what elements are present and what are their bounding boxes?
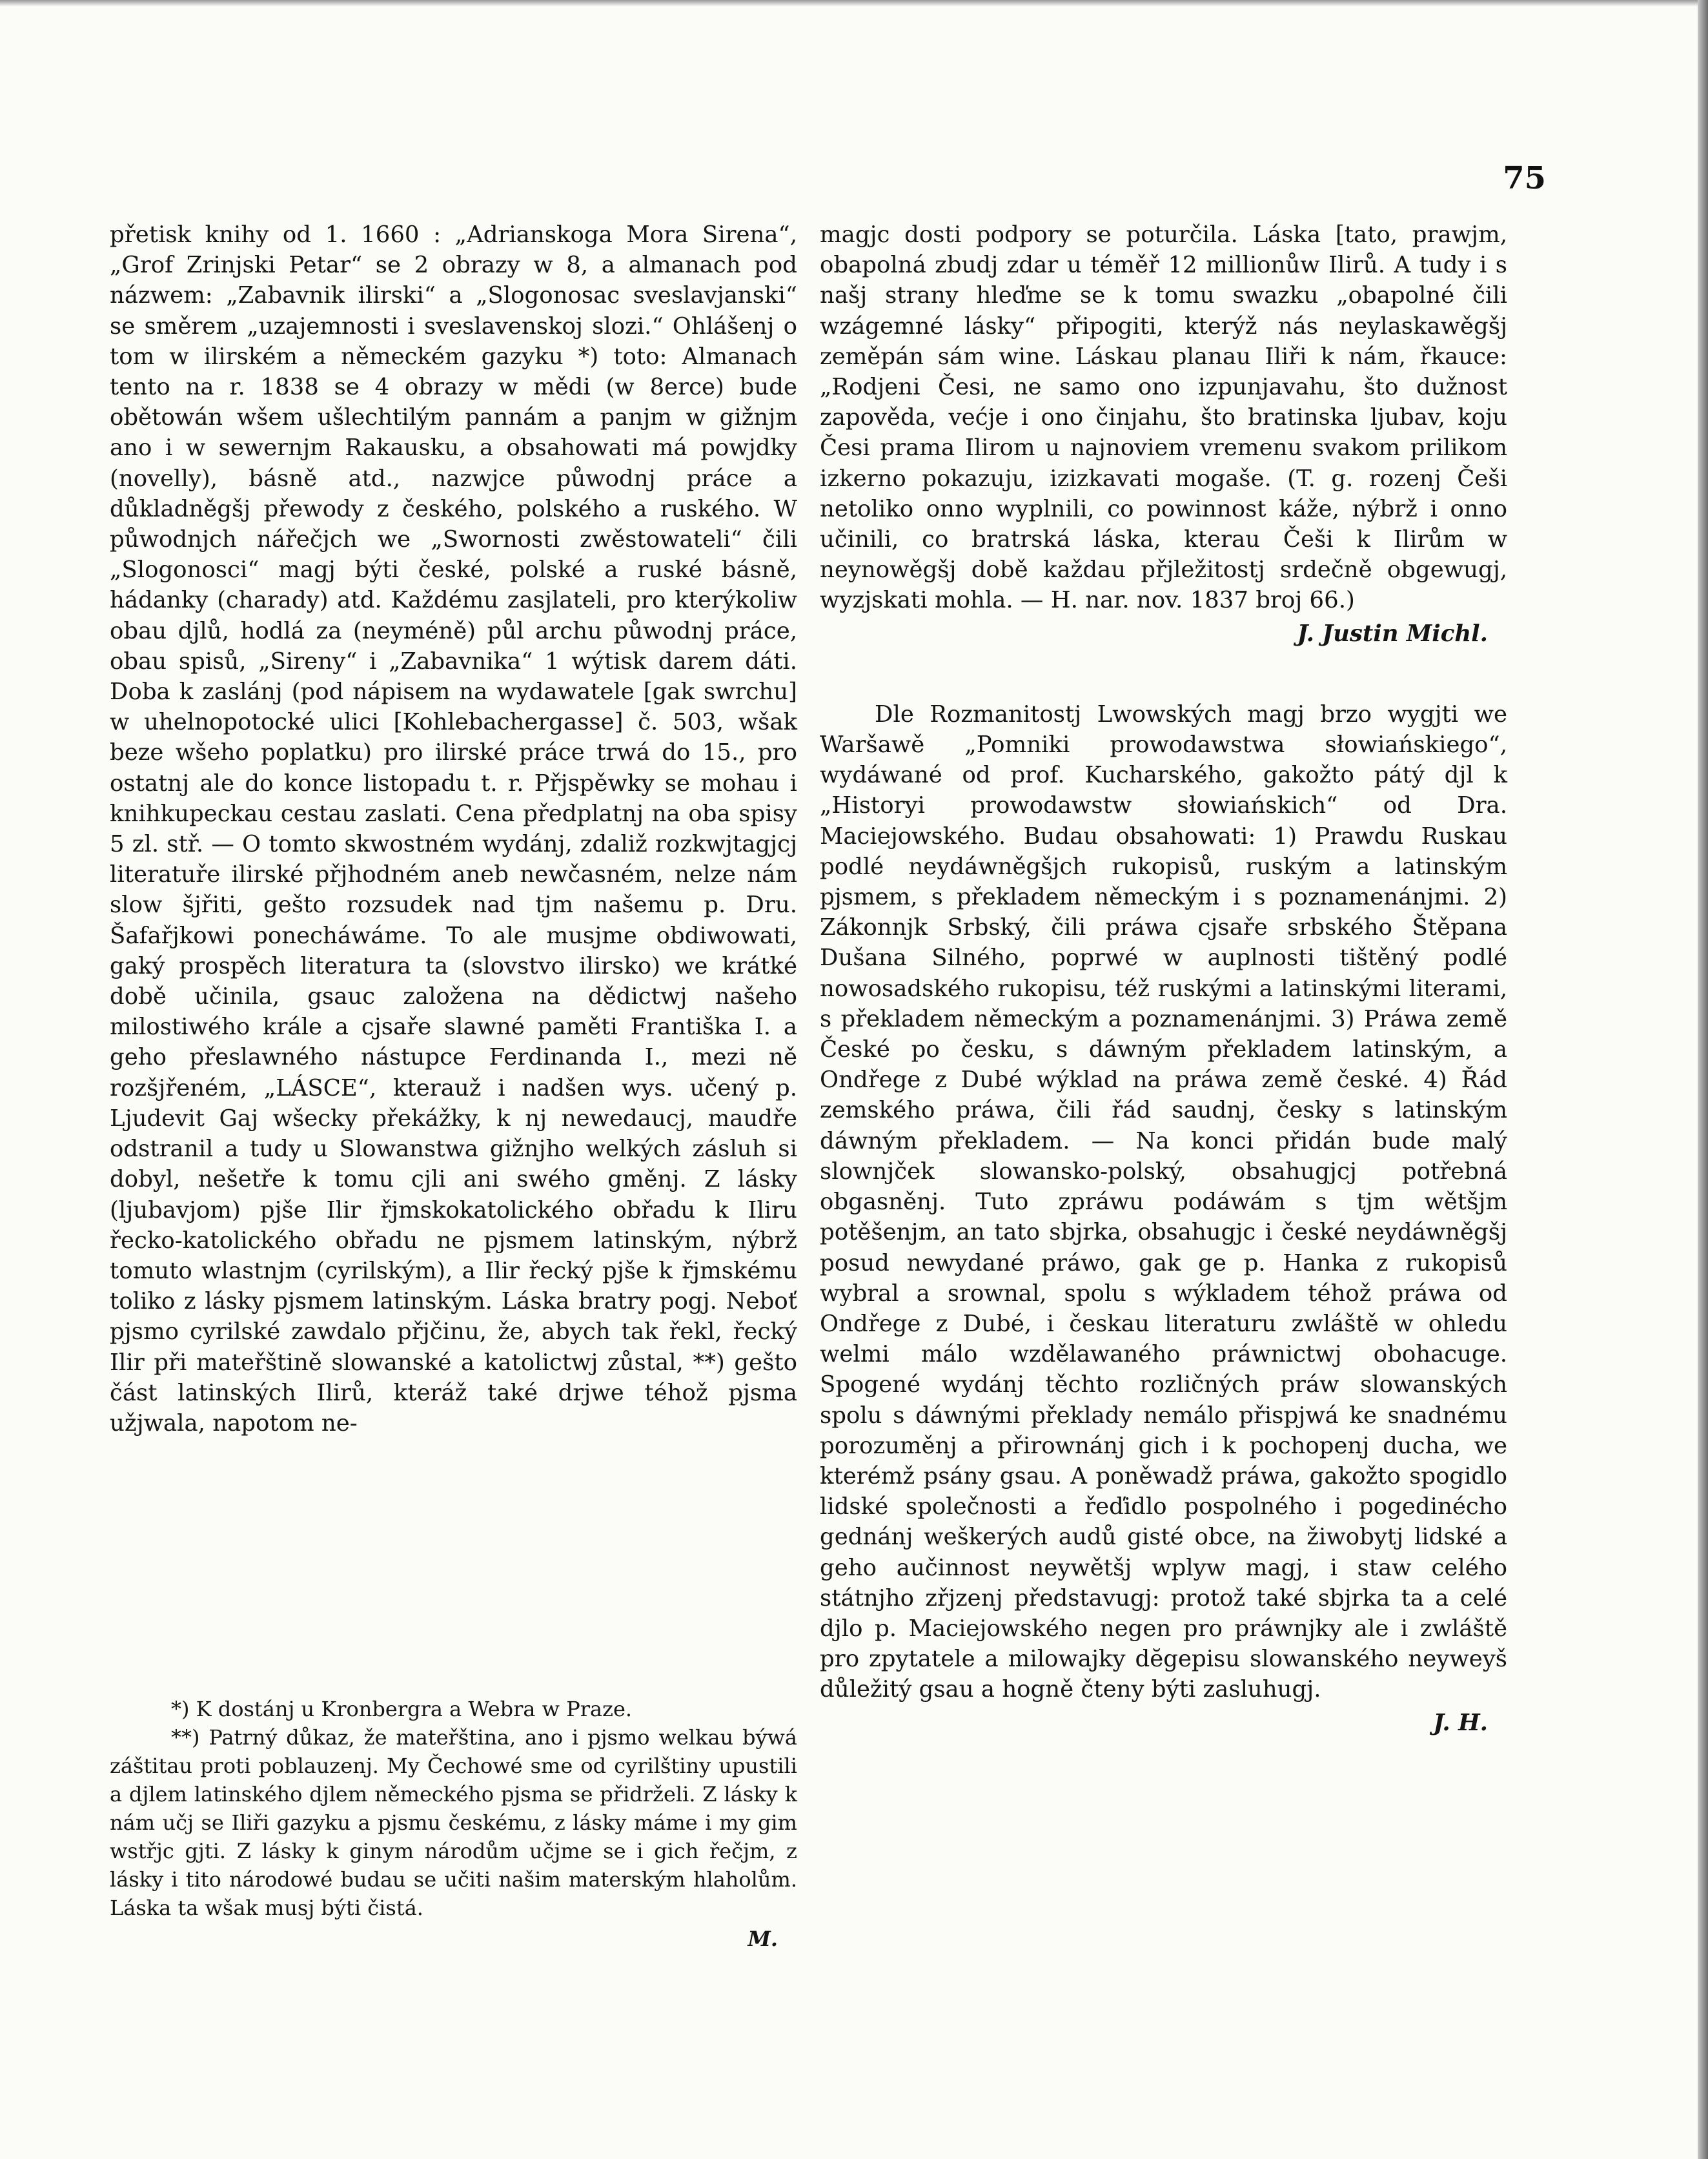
right-column-paragraph-1: magjc dosti podpory se poturčila. Láska [tato, prawjm, obapolná zbudj zdar u téměř 12 millionůw Ilirů. A tudy i s našj strany hleďme se k tomu swazku „obapolné čili wzágemné lásky“ připogiti, kterýž nás neylaskawěgšj zeměpán sám wine. Láskau planau Iliři k nám, řkauce: „Rodjeni Česi, ne samo ono izpunjavahu, što dužnost zapověda, većje i ono činjahu, što bratinska ljubav, koju Česi prama Ilirom u najnoviem vremenu svakom prilikom izkerno pokazuju, izizkavati mogaše. (T. g. rozenj Češi netoliko onno wyplnili, co powinnost káže, nýbrž i onno učinili, co bratrská láska, kterau Češi k Ilirům w neynowěgšj době každau přjležitostj srdečně obgewugj, wyzjskati mohla. — H. nar. nov. 1837 broj 66.) bbox=[820, 221, 1507, 614]
footnote-signature: M. bbox=[747, 1927, 778, 1951]
footnote-1: *) K dostánj u Kronbergra a Webra w Praze. bbox=[171, 1697, 633, 1721]
page-number: 75 bbox=[1503, 160, 1546, 196]
right-column bbox=[820, 220, 1507, 1738]
article-spacer bbox=[820, 649, 1507, 699]
scan-edge-right bbox=[1698, 0, 1708, 2159]
left-column-paragraph: přetisk knihy od 1. 1660 : „Adrianskoga Mora Sirena“, „Grof Zrinjski Petar“ se 2 obrazy w 8, a almanach pod názwem: „Zabavnik ilirski“ a „Slogonosac sveslavjanski“ se směrem „uzajemnosti i sveslavenskoj slozi.“ Ohlášenj o tom w ilirském a německém gazyku *) toto: Almanach tento na r. 1838 se 4 obrazy w mědi (w 8erce) bude obětowán wšem ušlechtilým pannám a panjm w gižnjm ano i w sewernjm Rakausku, a obsahowati má powjdky (novelly), básně atd., nazwjce půwodnj práce a důkladněgšj přewody z českého, polského a ruského. W půwodnjch nářečjch we „Swornosti zwěstowateli“ čili „Slogonosci“ magj býti české, polské a ruské básně, hádanky (charady) atd. Každému zasjlateli, pro kterýkoliw obau djlů, hodlá za (neyméně) půl archu půwodnj práce, obau spisů, „Sireny“ i „Zabavnika“ 1 wýtisk darem dáti. Doba k zaslánj (pod nápisem na wydawatele [gak swrchu] w uhelnopotocké ulici [Kohlebachergasse] č. 503, wšak beze wšeho poplatku) pro ilirské práce trwá do 15., pro ostatnj ale do konce listopadu t. r. Přjspěwky se mohau i knihkupeckau cestau zaslati. Cena předplatnj na oba spisy 5 zl. stř. — O tomto skwostném wydánj, zdaliž rozkwjtagjcj literatuře ilirské přjhodném aneb newčasném, nelze nám slow šjřiti, gešto rozsudek nad tjm našemu p. Dru. Šafařjkowi ponecháwáme. To ale musjme obdiwowati, gaký prospěch literatura ta (slovstvo ilirsko) we krátké době učinila, gsauc založena na dědictwj našeho milostiwého krále a cjsaře slawné paměti Františka I. a geho přeslawného nástupce Ferdinanda I., mezi ně rozšjřeném, „LÁSCE“, kterauž i nadšen wys. učený p. Ljudevit Gaj wšecky překážky, k nj newedaucj, maudře odstranil a tudy u Slowanstwa gižnjho welkých zásluh si dobyl, nešetře k tomu cjli ani swého gměnj. Z lásky (ljubavjom) pjše Ilir řjmskokatolického obřadu k Iliru řecko-katolického obřadu ne pjsmem latinským, nýbrž tomuto wlastnjm (cyrilským), a Ilir řecký pjše k řjmskému toliko z lásky pjsmem latinským. Láska bratry pogj. Neboť pjsmo cyrilské zawdalo přjčinu, že, abych tak řekl, řecký Ilir při mateřštině slowanské a katolictwj zůstal, **) gešto část latinských Ilirů, kteráž také drjwe téhož pjsma užjwala, napotom ne- bbox=[110, 221, 797, 1437]
signature-michl: J. Justin Michl. bbox=[1297, 620, 1488, 647]
scan-edge-top bbox=[0, 0, 1708, 6]
signature-jh: J. H. bbox=[1433, 1709, 1488, 1736]
right-column-paragraph-2: Dle Rozmanitostj Lwowských magj brzo wygjti we Waršawě „Pomniki prowodawstwa słowiańskiego“, wydáwané od prof. Kucharského, gakožto pátý djl k „Historyi prowodawstw słowiańskich“ od Dra. Maciejowského. Budau obsahowati: 1) Prawdu Ruskau podlé neydáwněgšjch rukopisů, ruským a latinským pjsmem, s překladem německým i s poznamenánjmi. 2) Zákonnjk Srbský, čili práwa cjsaře srbského Štěpana Dušana Silného, poprwé w auplnosti tištěný podlé nowosadského rukopisu, též ruskými a latinskými literami, s překladem německým a poznamenánjmi. 3) Práwa země České po česku, s dáwným překladem latinským, a Ondřege z Dubé wýklad na práwa země české. 4) Řád zemského práwa, čili řád saudnj, česky s latinským dáwným překladem. — Na konci přidán bude malý slownjček slowansko-polský, obsahugjcj potřebná obgasněnj. Tuto zpráwu podáwám s tjm wětšjm potěšenjm, an tato sbjrka, obsahugjc i české neydáwněgšj posud newydané práwo, gak ge p. Hanka z rukopisů wybral a srownal, spolu s wýkladem téhož práwa od Ondřege z Dubé, i českau literaturu zwláště w ohledu welmi málo wzdělawaného práwnictwj obohacuge. Spogené wydánj těchto rozličných práw slowanských spolu s dáwnými překlady nemálo přispjwá ke snadnému porozuměnj a přirownánj gich i k pochopenj ducha, we kterémž psány gsau. A poněwadž práwa, gakožto spogidlo lidské společnosti a řeďidlo pospolného i pogedinécho gednánj weškerých audů gisté obce, na žiwobytj lidské a geho aučinnost neywětšj wplyw magj, i staw celého státnjho zřjzenj představugj: protož také sbjrka ta a celé djlo p. Maciejowského negen pro práwnjky ale i zwláště pro zpytatele a milowajky dĕgepisu slowanského neyweyš důležitý gsau a hogně čteny býti zasluhugj. bbox=[820, 701, 1507, 1703]
footnotes bbox=[110, 1695, 797, 1953]
footnote-2: **) Patrný důkaz, že mateřština, ano i pjsmo welkau býwá záštitau proti poblauzenj. My Čechowé sme od cyrilštiny upustili a djlem latinského djlem německého pjsma se přidrželi. Z lásky k nám učj se Iliři gazyku a pjsmu českému, z lásky máme i my gim wstřjc gjti. Z lásky k ginym národům učjme se i gich řečjm, z lásky i tito národowé budau se učiti našim materským hlaholům. Láska ta wšak musj býti čistá. bbox=[110, 1725, 797, 1920]
left-column bbox=[110, 220, 797, 1438]
